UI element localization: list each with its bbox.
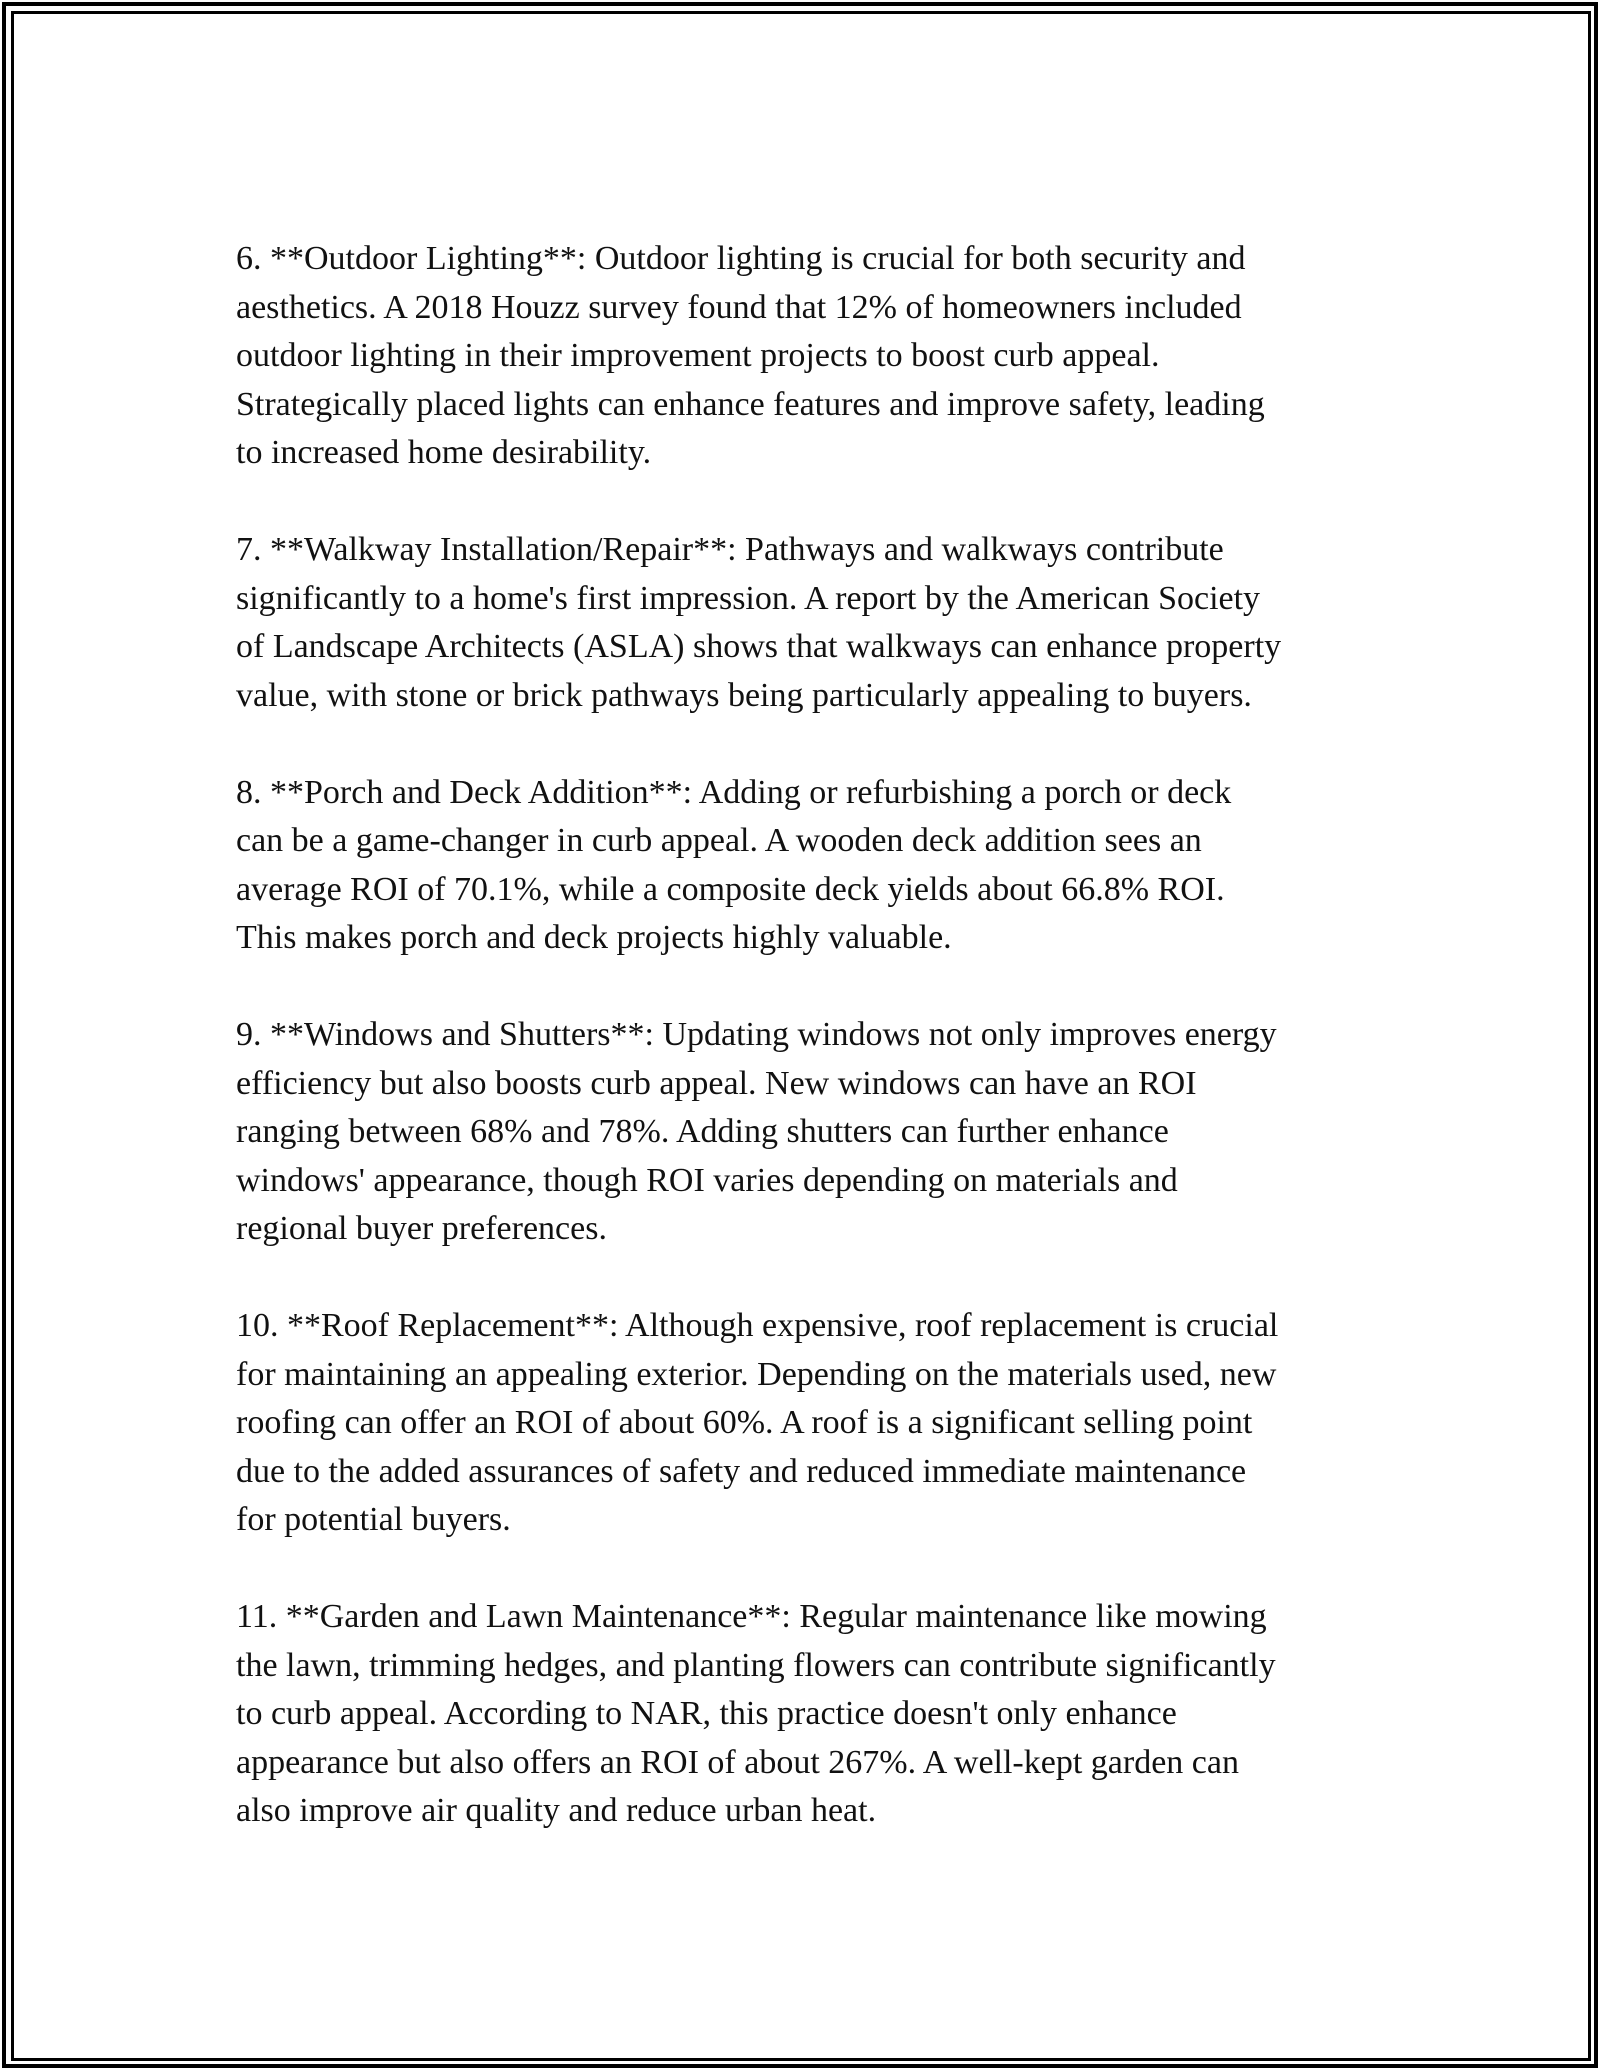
paragraph-roof-replacement: 10. **Roof Replacement**: Although expensive, roof replacement is crucial for maintaining an appealing exterior. Depending on the materials used, new roofing can offer an ROI of about 60%. A roof is a significant selling point due to the added assurances of safety and reduced immediate maintenance for potential buyers. bbox=[236, 1307, 1279, 1538]
document-body bbox=[236, 235, 1376, 1884]
paragraph-walkway-installation: 7. **Walkway Installation/Repair**: Pathways and walkways contribute significantly to a home's first impression. A report by the American Society of Landscape Architects (ASLA) shows that walkways can enhance property value, with stone or brick pathways being particularly appealing to buyers. bbox=[236, 531, 1282, 714]
paragraph-porch-deck-addition: 8. **Porch and Deck Addition**: Adding or refurbishing a porch or deck can be a game-changer in curb appeal. A wooden deck addition sees an average ROI of 70.1%, while a composite deck yields about 66.8% ROI. This makes porch and deck projects highly valuable. bbox=[236, 773, 1232, 956]
paragraph-garden-lawn-maintenance: 11. **Garden and Lawn Maintenance**: Regular maintenance like mowing the lawn, trimming hedges, and planting flowers can contribute significantly to curb appeal. According to NAR, this practice doesn't only enhance appearance but also offers an ROI of about 267%. A well-kept garden can also improve air quality and reduce urban heat. bbox=[236, 1598, 1276, 1829]
paragraph-windows-shutters: 9. **Windows and Shutters**: Updating windows not only improves energy efficiency but also boosts curb appeal. New windows can have an ROI ranging between 68% and 78%. Adding shutters can further enhance windows' appearance, though ROI varies depending on materials and regional buyer preferences. bbox=[236, 1016, 1277, 1247]
paragraph-outdoor-lighting: 6. **Outdoor Lighting**: Outdoor lighting is crucial for both security and aesthetics. A 2018 Houzz survey found that 12% of homeowners included outdoor lighting in their improvement projects to boost curb appeal. Strategically placed lights can enhance features and improve safety, leading to increased home desirability. bbox=[236, 240, 1265, 471]
